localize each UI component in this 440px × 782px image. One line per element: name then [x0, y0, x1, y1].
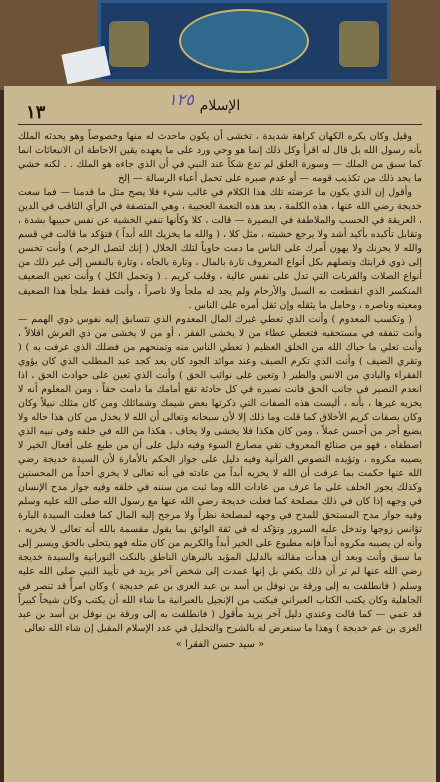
author-signature: « سيد حسن الفقرا »: [175, 638, 265, 650]
cover-ornament-right: [339, 21, 379, 67]
page-number: ١٣: [26, 102, 46, 123]
paragraph-3: ( وتكسب المعدوم ) وأنت الذي تعطي غيرك المال المعدوم الذي تتسابق إليه نفوس ذوي الهمم — وأنت تنفقه في مستحقيه فتعطي عطاء من لا يخشى الفقر ، أو من لا يخشى من ذي العرش اقلالاً ، وأنت تعلي ما حباك الله من الخلق العظيم ( تعطي الناس منه وتمنحهم من فضلك الذي عرفت به ) ( وتقري الضيف ) وأنت الذي تكرم الضيف وعند موائد الجود كان يعد كجد عبد المطلب الذي كان يؤوي الفقراء والبادي من الانس والطير ( وتعين على نوائب الحق ) وأنت الذي تعين على حوادث الحق ، اذا انعدم النصير في جانب الحق فانت نصيره في كل حادثة تقع أمامك ما دامت حقاً ، ومن المعلوم أنه لا يخزيه غيرها ، بأنه ، أليست هذه الصفات التي ذكرتها بعض شيمك وشمائلك ومن كان مثلك نبيلاً وكان وكان بصفات كريم الأخلاق كما قلت وما ذلك إلا لأن سبحانه وتعالى أن الله لا يخذل من كان هذا حاله ولا يضيع أجر من أحسن عملاً ، ومن كان هكذا فلا يخشى ولا يخاف ، هكذا من الله في خلقه وفي نبيه الذي اصطفاه ، فهو من صنائع المعروف تقي مصارع السوء وفيه دليل على أن من طبع على أفعال الخير لا يصيبه مكروه ، وتؤيده النصوص القرآنية وفيه دليل على جواز الحكم بالأمارة لأن السيدة خديجة رضي الله عنها حكمت بما عرفت أن الله لا يخزيه أبداً من عادته في أنه تعالى لا يخزي أحداً من المحسنين وكذلك يجوز الحلف على ما عرف من عادات الله وما ثبت من سننه في خلقه وفيه جواز مدح الإنسان في وجهه إذا كان في ذلك مصلحة كما فعلت خديجة رضي الله عنها مع رسول الله صلى الله عليه وسلم وفيه جواز مدح المستحق للمدح في وجهه لمصلحة نظراً ولا مرجح إليه المال كما فعلت السيدة البارة تؤانس زوجها وتدخل عليه السرور وتؤكد له في ثقة الواثق بما يقول مقسمة بالله أنه تعالى لا يخزيه ، وأنه لن يصيبه مكروه أبداً فإنه مطبوع على الخير أبداً والكريم من كان مثله فهو يتحلى بالحق ويسير إلى ما سبق وأنت وبعد أن هدأت مقالته بالدليل المؤيد بالبرهان الناطق بالنكث النورانية والسيدة خديجة رضي الله عنها لم تر أن ذلك يكفي بل إنها عمدت إلى شخص آخر يزيد في تأييد النبي صلى الله عليه وسلم ( فانطلقت به إلى ورقة بن نوفل بن أسد بن عبد العزى بن عم خديجة ) وكان امرأً قد تنصر في الجاهلية وكان يكتب الكتاب العبراني فيكتب من الإنجيل بالعبرانية ما شاء الله أن يكتب وكان شيخاً كبيراً قد عمي — كما قالت وعندي دليل آخر يزيد مأقول ( فانطلقت به إلى ورقة بن نوفل بن أسد بن عبد العزى بن عم خديجة ) وهذا ما سنعرض له بالشرح والتحليل في عدد الإسلام المقبل إن شاء الله تعالى: [18, 313, 422, 634]
cover-ornament-left: [109, 21, 149, 67]
running-title: الإسلام: [199, 98, 241, 114]
blue-book-cover: [98, 0, 390, 82]
paragraph-1: وقيل وكان يكره الكهان كراهة شديدة ، تخشى أن يكون ماحدث له منها وخصوصاً وهو يحدثه الملك بأنه رسول الله بل قال له اقرأ وكل ذلك إنما هو وحي ورد على ما يعهده يقين الاحاطة ان الانبعاثات انما كما سبق من الملك — وسورة العلق لم تدع شكاً عند النبي في أن الذي جاءه هو الملك . . لكنه خشي ما يجد ذلك من تكذيب قومه — أو عدم صبره على تحمل أعباء الرسالة — إلخ: [18, 131, 422, 185]
header-rule: [18, 124, 422, 125]
article-body: [18, 130, 422, 652]
handwritten-mark: ١٢٥: [168, 90, 194, 109]
paragraph-2: وأقول إن الذي يكون ما عرضته تلك هذا الكلام في غالب شيء فلا يصح مثل ما قدمنا — فما سعت خديجة رضي الله عنها ، هذه الكلمة ، بعد هذه النعمة العجيبة ، وهي المتصفة في الرأي الثاقب في الدين ، العريقة في الحسب والملاطفة في البصيرة — قالت ، كلا وكأنها تنفي الخشية عن نفس حبيبها بشدة ، وتقابل تأكيده بأكيد أشد ولا يرجع خشيته ، مثل كلا ، ( والله ما يخزيك الله أبداً ) فتؤكد ما قالت في قسم والله لا يحزنك ولا يهون أمرك على الناس ما دمت حاوياً لتلك الخلال ( إنك لتصل الرحم ) وأنت تحسن إلى ذوي قرابتك وتصلهم بكل أنواع المعروف تارة بالمال ، وتارة بالجاه ، وتارة بالنفس إلى غير ذلك من أنواع الصلات والقربات التي تدل على نفس عالية ، وقلب كريم . ( وتحمل الكل ) وأنت تعين الضعيف المنكسر الذي انقطعت به السبل والأرحام ولم يجد له ملجأ ولا ناصراً ، وأنت فقط ملجأ هذا الضعيف ومعينه وناصره ، وحامل ما يثقله وإن ثقل أمره على الناس .: [18, 187, 422, 311]
cover-medallion: [179, 9, 309, 73]
document-page: [4, 86, 436, 782]
page-header: [18, 86, 422, 130]
